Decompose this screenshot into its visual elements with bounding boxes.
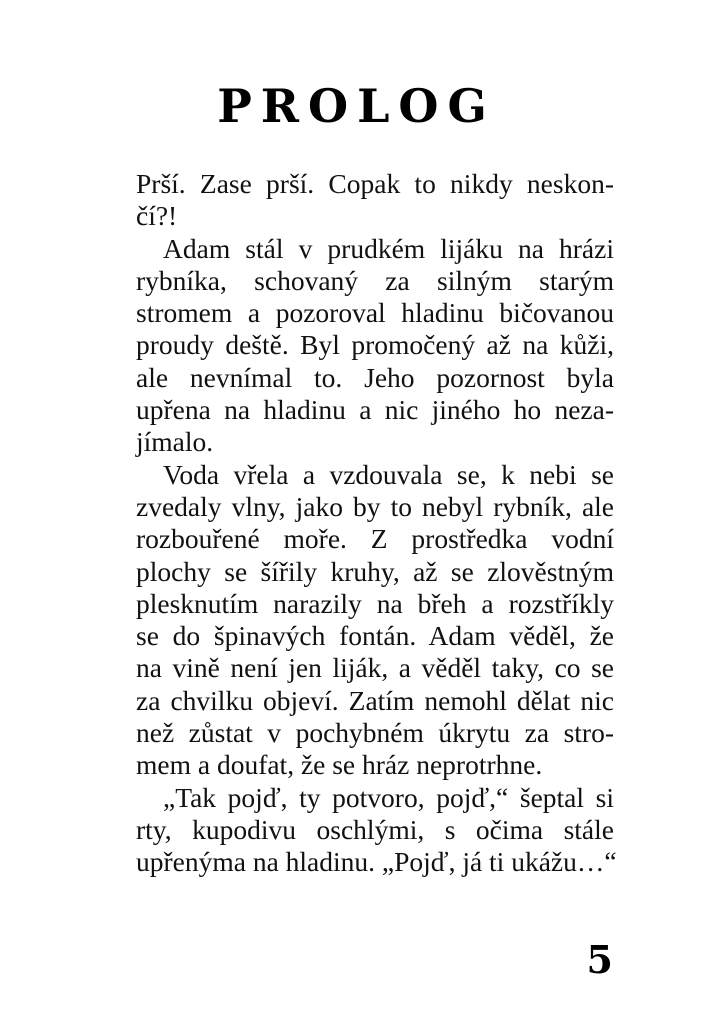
chapter-body (136, 168, 617, 879)
text-line: stromem a pozoroval hladinu bičovanou (136, 297, 614, 329)
text-line: proudy deště. Byl promočený až na kůži, (136, 329, 614, 361)
page-number: 5 (586, 937, 613, 982)
text-line: za chvilku objeví. Zatím nemohl dělat nic (136, 684, 614, 716)
text-line: plochy se šířily kruhy, až se zlověstným (136, 555, 614, 587)
text-line: mem a doufat, že se hráz neprotrhne. (136, 749, 543, 781)
text-line: plesknutím narazily na břeh a rozstříkly (136, 587, 614, 619)
chapter-title: PROLOG (217, 79, 496, 133)
text-line: Prší. Zase prší. Copak to nikdy neskon- (136, 168, 614, 199)
text-line: se do špinavých fontán. Adam věděl, že (136, 620, 614, 652)
text-line: na vině není jen liják, a věděl taky, co se (136, 652, 614, 684)
text-line: Voda vřela a vzdouvala se, k nebi se (163, 458, 614, 490)
text-line: upřena na hladinu a nic jiného ho neza- (136, 394, 614, 426)
paragraph-4 (136, 781, 617, 879)
text-line: Adam stál v prudkém lijáku na hrázi (163, 232, 614, 264)
text-line: ale nevnímal to. Jeho pozornost byla (136, 361, 614, 393)
text-line: „Tak pojď, ty potvoro, pojď,“ šeptal si (163, 781, 614, 813)
text-line: rozbouřené moře. Z prostředka vodní (136, 523, 614, 555)
text-line: zvedaly vlny, jako by to nebyl rybník, ale (136, 490, 614, 522)
text-line: jímalo. (136, 426, 214, 458)
text-line: než zůstat v pochybném úkrytu za stro- (136, 717, 614, 749)
text-line: upřenýma na hladinu. „Pojď, já ti ukážu…“ (136, 846, 617, 878)
paragraph-1 (136, 168, 614, 233)
paragraph-3 (136, 459, 614, 782)
text-line: čí?! (136, 200, 178, 232)
text-line: rty, kupodivu oschlými, s očima stále (136, 813, 614, 845)
text-line: rybníka, schovaný za silným starým (136, 264, 614, 296)
paragraph-2 (136, 233, 614, 459)
